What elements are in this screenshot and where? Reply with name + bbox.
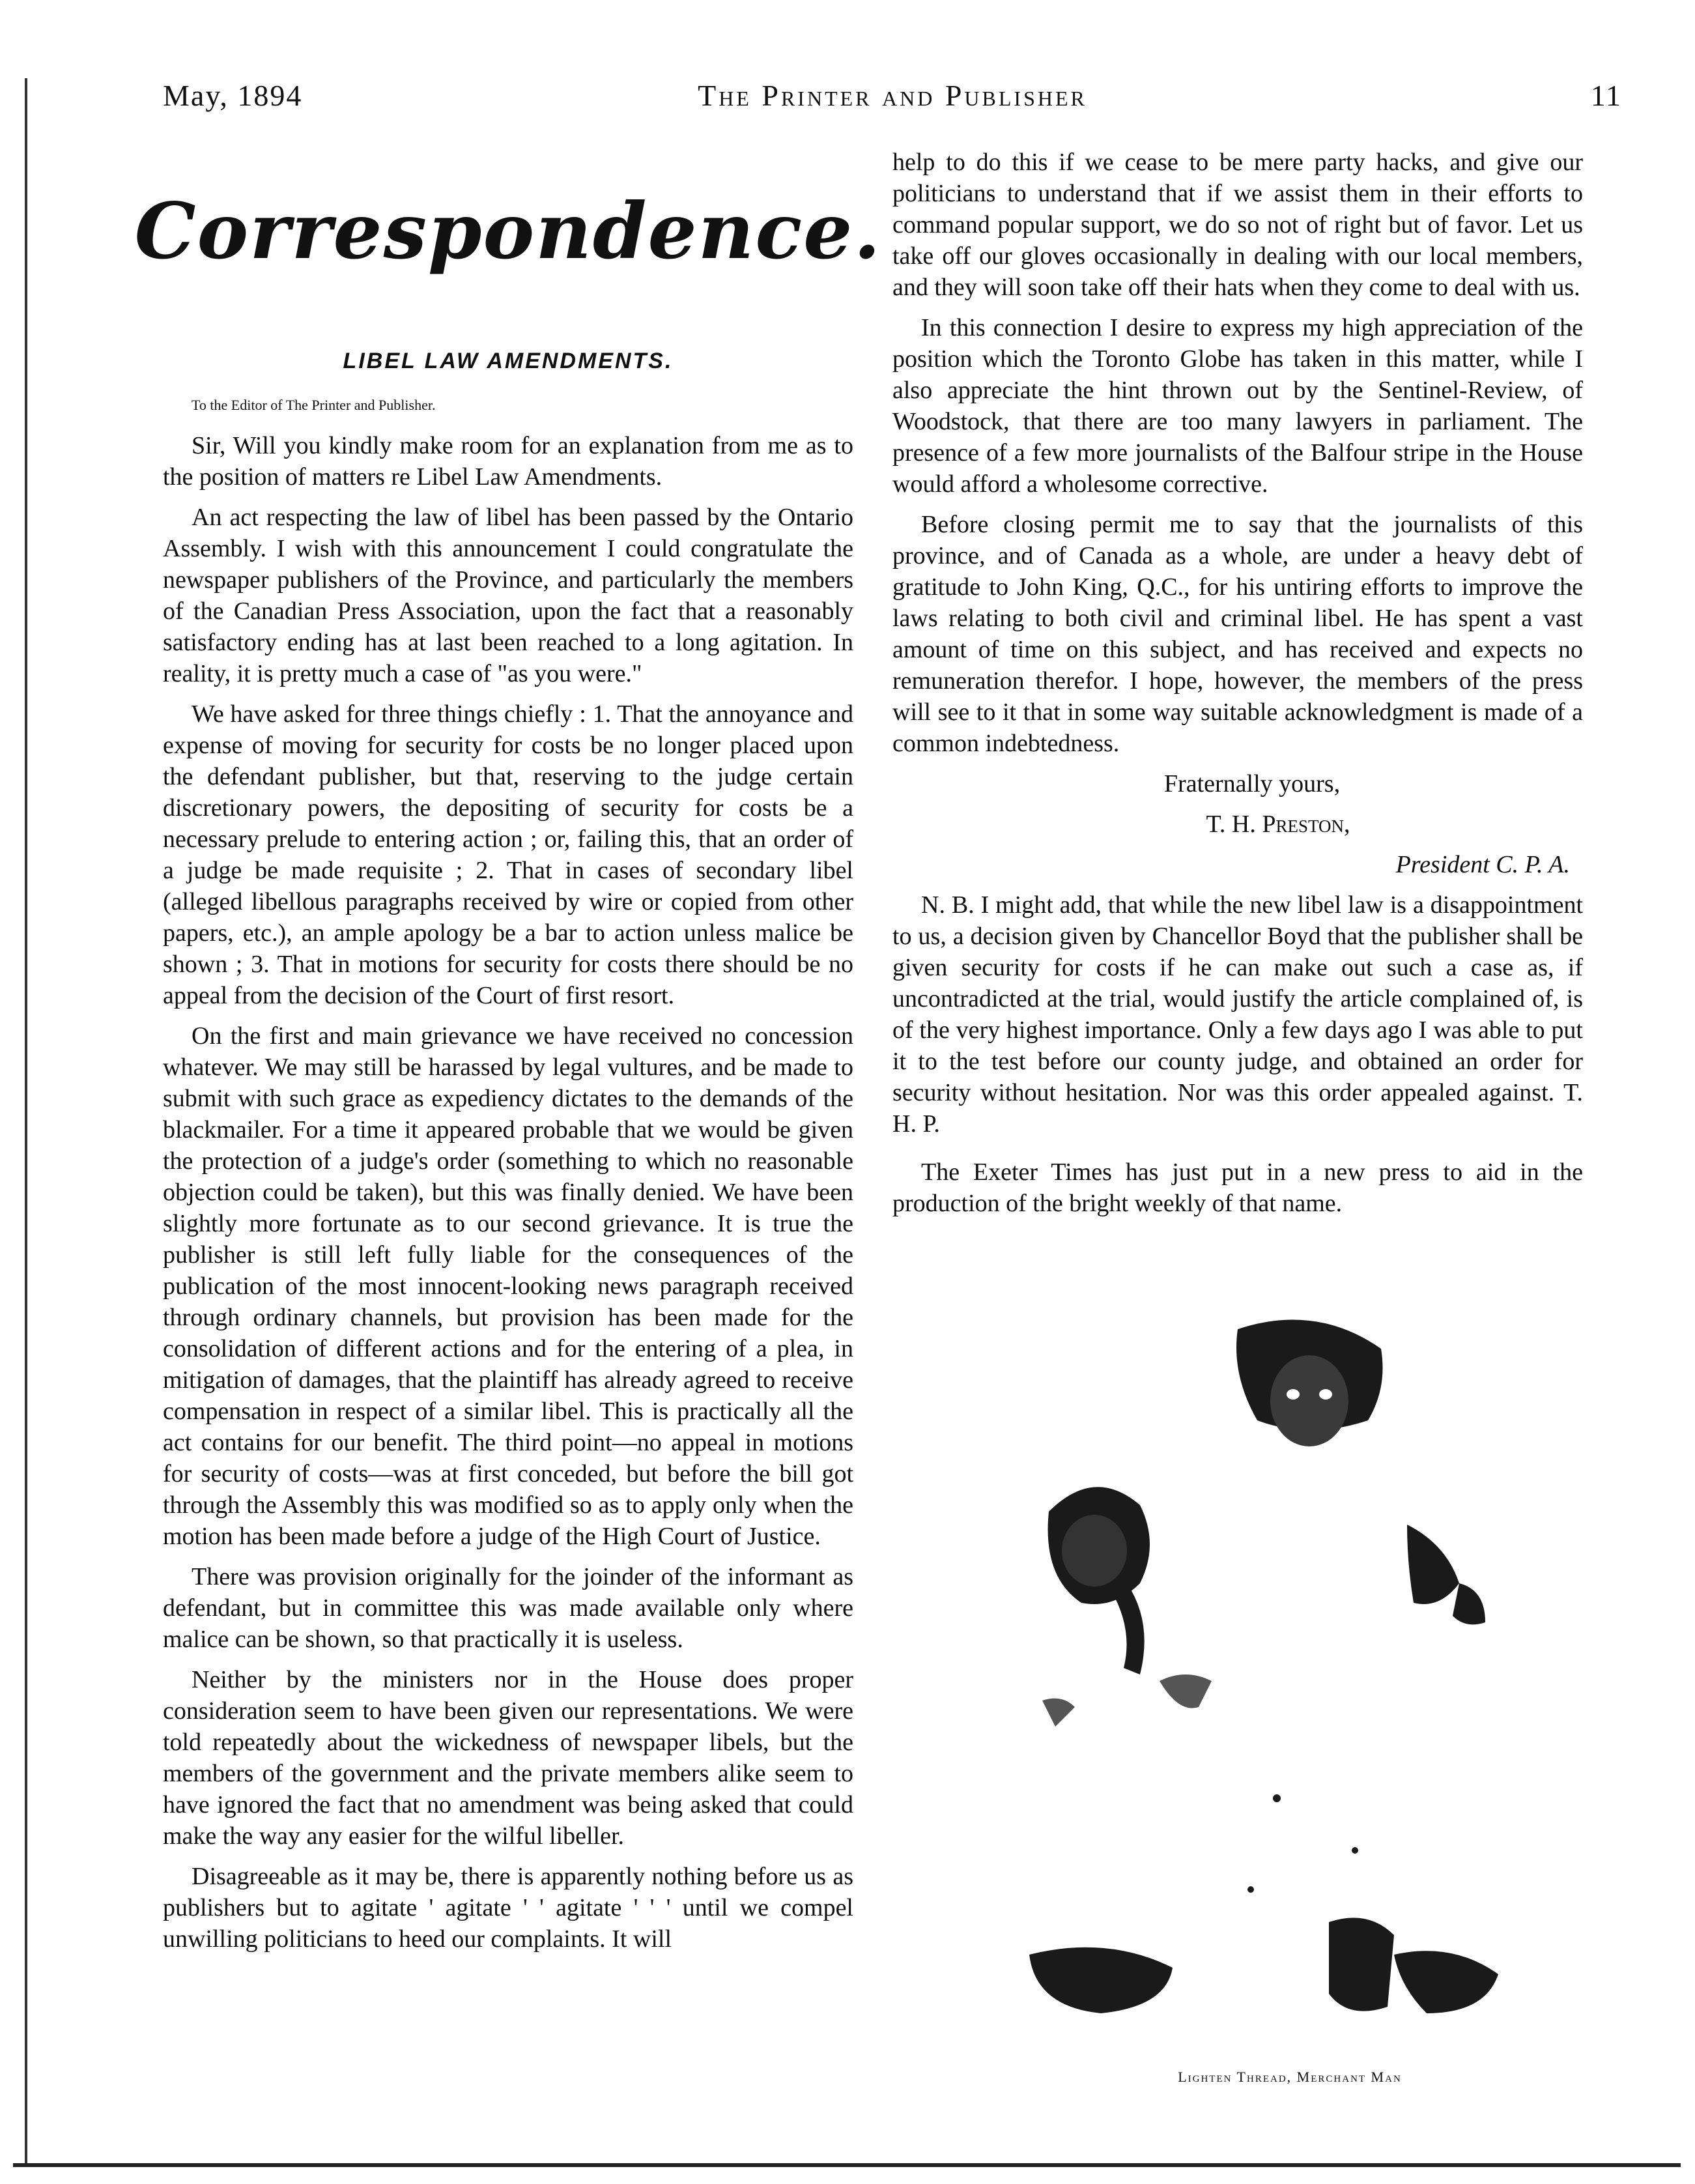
article-heading: LIBEL LAW AMENDMENTS. xyxy=(343,349,674,373)
photo-caption: Lighten Thread, Merchant Man xyxy=(1178,2069,1402,2085)
masthead-text: Correspondence. xyxy=(134,186,882,276)
news-item: The Exeter Times has just put in a new press to aid in the production of the bright weekly of that name. xyxy=(892,1158,1583,1217)
paragraph: An act respecting the law of libel has been passed by the Ontario Assembly. I wish with this announcement I could congratulate the newspaper publishers of the Province, and particularly the members of the Canadian Press Association, upon the fact that a reasonably satisfactory ending has at last been reached to a long agitation. In reality, it is pretty much a case of "as you were." xyxy=(163,504,853,687)
bottom-rule xyxy=(13,2163,1681,2167)
page-number: 11 xyxy=(1590,79,1622,112)
paragraph: help to do this if we cease to be mere party hacks, and give our politicians to understand that if we assist them in their efforts to command popular support, we do so not of right but of favor. Let us take off our gloves occasionally in dealing with our local members, and they will soon take off their hats when they come to deal with us. xyxy=(892,149,1583,301)
paragraph: Neither by the ministers nor in the House does proper consideration seem to have been given our representations. We were told repeatedly about the wickedness of newspaper libels, but the members of the government and the private members alike seem to have ignored the fact that no amendment was being asked that could make the way any easier for the wilful libeller. xyxy=(163,1666,853,1850)
page-header xyxy=(163,72,1622,117)
issue-date: May, 1894 xyxy=(163,79,303,112)
paragraph: Sir, Will you kindly make room for an explanation from me as to the position of matters re Libel Law Amendments. xyxy=(163,432,853,491)
closing-line: Fraternally yours, xyxy=(1163,770,1341,797)
paragraph: There was provision originally for the joinder of the informant as defendant, but in committee this was made available only where malice can be shown, so that practically it is useless. xyxy=(163,1563,853,1653)
postscript: N. B. I might add, that while the new libel law is a disappointment to us, a decision given by Chancellor Boyd that the publisher shall be given security for costs if he can make out such a case as, if uncontradicted at the trial, would justify the article complained of, is of the very highest importance. Only a few days ago I was able to put it to the test before our county judge, and obtained an order for security without hesitation. Nor was this order appealed against. T. H. P. xyxy=(892,891,1583,1138)
correspondence-masthead xyxy=(134,143,882,319)
paragraph: On the first and main grievance we have received no concession whatever. We may still be harassed by legal vultures, and be made to submit with such grace as expediency dictates to the demands of the blackmailer. For a time it appeared probable that we would be given the protection of a judge's order (something to which no reasonable objection could be taken), but this was finally denied. We have been slightly more fortunate as to our second grievance. It is true the publisher is still left fully liable for the consequences of the publication of the most innocent-looking news paragraph received through ordinary channels, but provision has been made for the consolidation of different actions and for the entering of a plea, in mitigation of damages, that the plaintiff has already agreed to receive compensation in respect of a similar libel. This is practically all the act contains for our benefit. The third point—no appeal in motions for security of costs—was at first conceded, but before the bill got through the Assembly this was modified so as to apply only when the motion has been made before a judge of the High Court of Justice. xyxy=(163,1022,853,1550)
publication-title: The Printer and Publisher xyxy=(698,79,1087,112)
paragraph: We have asked for three things chiefly : 1. That the annoyance and expense of moving for security for costs be no longer placed upon the defendant publisher, but that, reserving to the judge certain discretionary powers, the depositing of security for costs be a necessary prelude to entering action ; or, failing this, that an order of a judge be made requisite ; 2. That in cases of secondary libel (alleged libellous paragraphs received by wire or copied from other papers, etc.), an ample apology be a bar to action unless malice be shown ; 3. That in motions for security for costs there should be no appeal from the decision of the Court of first resort. xyxy=(163,700,853,1009)
right-column xyxy=(892,147,1583,1228)
paragraph: Before closing permit me to say that the journalists of this province, and of Canada as a whole, are under a heavy debt of gratitude to John King, Q.C., for his untiring efforts to improve the laws relating to both civil and criminal libel. He has spent a vast amount of time on this subject, and has received and expects no remuneration therefor. I hope, however, the members of the press will see to it that in some way suitable acknowledgment is made of a common indebtedness. xyxy=(892,511,1583,757)
paragraph: Disagreeable as it may be, there is apparently nothing before us as publishers but to agitate ' agitate ' ' agitate ' ' ' until we compel unwilling politicians to heed our complaints. It will xyxy=(163,1863,853,1953)
addressee-line: To the Editor of The Printer and Publisher. xyxy=(192,397,436,413)
child-foot-shape xyxy=(1029,1947,1173,2013)
child-face-shape xyxy=(1270,1355,1348,1446)
signature: T. H. Preston, xyxy=(1206,811,1350,838)
binding-margin-rule xyxy=(25,78,27,2163)
left-column xyxy=(134,143,882,1964)
photo-two-children xyxy=(1003,1303,1576,2059)
signature-title: President C. P. A. xyxy=(1395,851,1570,878)
paragraph: In this connection I desire to express my high appreciation of the position which the Toronto Globe has taken in this matter, while I also appreciate the hint thrown out by the Sentinel-Review, of Woodstock, that there are too many lawyers in parliament. The presence of a few more journalists of the Balfour stripe in the House would afford a wholesome corrective. xyxy=(892,314,1583,498)
